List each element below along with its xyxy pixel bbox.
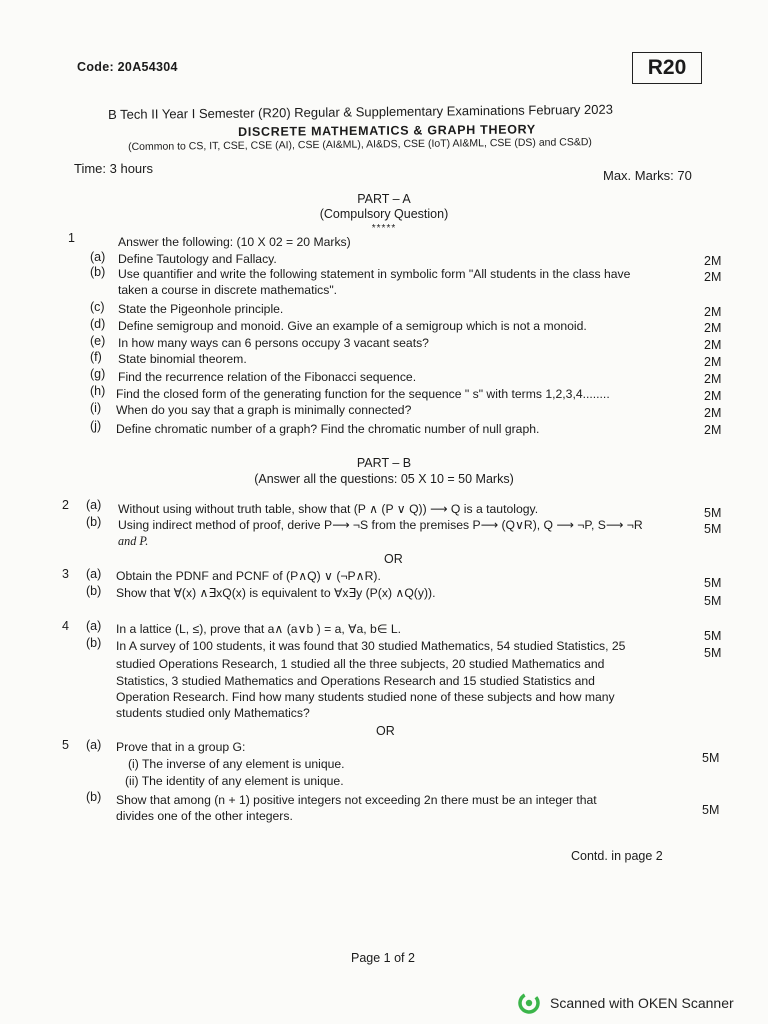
part-a-stars: ***** [371, 223, 397, 234]
item-label: (b) [86, 584, 102, 598]
item-text: Prove that in a group G: [116, 740, 246, 754]
item-label: (b) [90, 265, 106, 279]
item-text-cont: studied Operations Research, 1 studied all the three subjects, 20 studied Mathematics and [116, 657, 605, 671]
item-text: In A survey of 100 students, it was found that 30 studied Mathematics, 54 studied Statistics, 25 [116, 639, 626, 653]
item-label: (i) [90, 401, 102, 415]
item-label: (e) [90, 334, 106, 348]
page-number: Page 1 of 2 [351, 951, 415, 965]
item-text: Find the recurrence relation of the Fibonacci sequence. [118, 370, 417, 384]
item-text: In a lattice (L, ≤), prove that a∧ (a∨b ) = a, ∀a, b∈ L. [116, 622, 401, 636]
regulation-badge: R20 [632, 52, 702, 84]
item-label: (b) [86, 790, 102, 804]
question-number: 3 [62, 567, 69, 581]
part-b-subtitle: (Answer all the questions: 05 X 10 = 50 Marks) [254, 472, 514, 486]
part-a-subtitle: (Compulsory Question) [319, 207, 449, 221]
question-number: 2 [62, 498, 69, 512]
continued-note: Contd. in page 2 [571, 849, 663, 863]
item-marks: 2M [704, 254, 722, 268]
or-divider: OR [384, 552, 403, 566]
item-marks: 5M [702, 803, 720, 817]
item-text: Show that ∀(x) ∧∃xQ(x) is equivalent to ∀x∃y (P(x) ∧Q(y)). [116, 586, 436, 600]
oken-logo-icon [518, 992, 540, 1014]
item-text-cont: divides one of the other integers. [116, 809, 293, 823]
item-label: (a) [86, 738, 102, 752]
item-text: Define semigroup and monoid. Give an example of a semigroup which is not a monoid. [118, 319, 587, 333]
item-marks: 5M [704, 629, 722, 643]
item-text: State the Pigeonhole principle. [118, 302, 284, 316]
item-label: (j) [90, 419, 102, 433]
item-label: (b) [86, 636, 102, 650]
item-text: State binomial theorem. [118, 352, 247, 366]
item-text: Define Tautology and Fallacy. [118, 252, 277, 266]
item-marks: 5M [704, 594, 722, 608]
item-marks: 2M [704, 406, 722, 420]
item-label: (a) [86, 619, 102, 633]
item-text-cont: and P. [118, 534, 149, 548]
item-text: Without using without truth table, show that (P ∧ (P ∨ Q)) ⟶ Q is a tautology. [118, 502, 539, 516]
item-marks: 2M [704, 270, 722, 284]
item-marks: 5M [704, 522, 722, 536]
or-divider: OR [376, 724, 395, 738]
item-marks: 2M [704, 372, 722, 386]
item-label: (c) [90, 300, 105, 314]
item-text: Obtain the PDNF and PCNF of (P∧Q) ∨ (¬P∧R). [116, 569, 381, 583]
item-text: Find the closed form of the generating function for the sequence " s" with terms 1,2,3,4........ [116, 387, 610, 401]
item-marks: 2M [704, 321, 722, 335]
part-b-title: PART – B [356, 456, 412, 470]
item-label: (a) [86, 567, 102, 581]
common-to-line: (Common to CS, IT, CSE, CSE (AI), CSE (AI&ML), AI&DS, CSE (IoT) AI&ML, CSE (DS) and CS&D) [128, 136, 592, 153]
item-text: When do you say that a graph is minimally connected? [116, 403, 412, 417]
item-marks: 5M [702, 751, 720, 765]
item-text: Use quantifier and write the following statement in symbolic form "All students in the class have [118, 267, 631, 281]
item-text: Define chromatic number of a graph? Find the chromatic number of null graph. [116, 422, 540, 436]
item-label: (a) [86, 498, 102, 512]
item-text: Show that among (n + 1) positive integers not exceeding 2n there must be an integer that [116, 793, 597, 807]
item-label: (b) [86, 515, 102, 529]
question-number: 1 [68, 231, 75, 245]
item-text-cont: students studied only Mathematics? [116, 706, 310, 720]
item-subpoint: (i) The inverse of any element is unique. [128, 757, 345, 771]
part-a-title: PART – A [357, 192, 411, 206]
item-marks: 2M [704, 338, 722, 352]
item-text-cont: Operation Research. Find how many students studied none of these subjects and how many [116, 690, 615, 704]
item-marks: 5M [704, 646, 722, 660]
item-marks: 2M [704, 305, 722, 319]
item-marks: 2M [704, 355, 722, 369]
item-marks: 2M [704, 389, 722, 403]
item-label: (a) [90, 250, 106, 264]
scanner-text: Scanned with OKEN Scanner [550, 995, 734, 1011]
item-marks: 2M [704, 423, 722, 437]
max-marks: Max. Marks: 70 [603, 168, 692, 183]
part-a-instruction: Answer the following: (10 X 02 = 20 Marks) [118, 235, 351, 249]
subject-title: DISCRETE MATHEMATICS & GRAPH THEORY [238, 122, 537, 139]
item-subpoint: (ii) The identity of any element is unique. [125, 774, 344, 788]
scanner-watermark [518, 992, 734, 1014]
item-text-cont: taken a course in discrete mathematics". [118, 283, 338, 297]
item-label: (h) [90, 384, 106, 398]
exam-title: B Tech II Year I Semester (R20) Regular & Supplementary Examinations February 2023 [108, 101, 613, 122]
item-label: (f) [90, 350, 102, 364]
item-text: Using indirect method of proof, derive P⟶ ¬S from the premises P⟶ (Q∨R), Q ⟶ ¬P, S⟶ ¬R [118, 518, 643, 532]
item-label: (g) [90, 367, 106, 381]
exam-code: Code: 20A54304 [77, 60, 178, 74]
exam-time: Time: 3 hours [74, 161, 153, 176]
item-marks: 5M [704, 506, 722, 520]
question-number: 4 [62, 619, 69, 633]
question-number: 5 [62, 738, 69, 752]
item-marks: 5M [704, 576, 722, 590]
item-label: (d) [90, 317, 106, 331]
item-text: In how many ways can 6 persons occupy 3 vacant seats? [118, 336, 429, 350]
item-text-cont: Statistics, 3 studied Mathematics and Operations Research and 15 studied Statistics and [116, 674, 595, 688]
